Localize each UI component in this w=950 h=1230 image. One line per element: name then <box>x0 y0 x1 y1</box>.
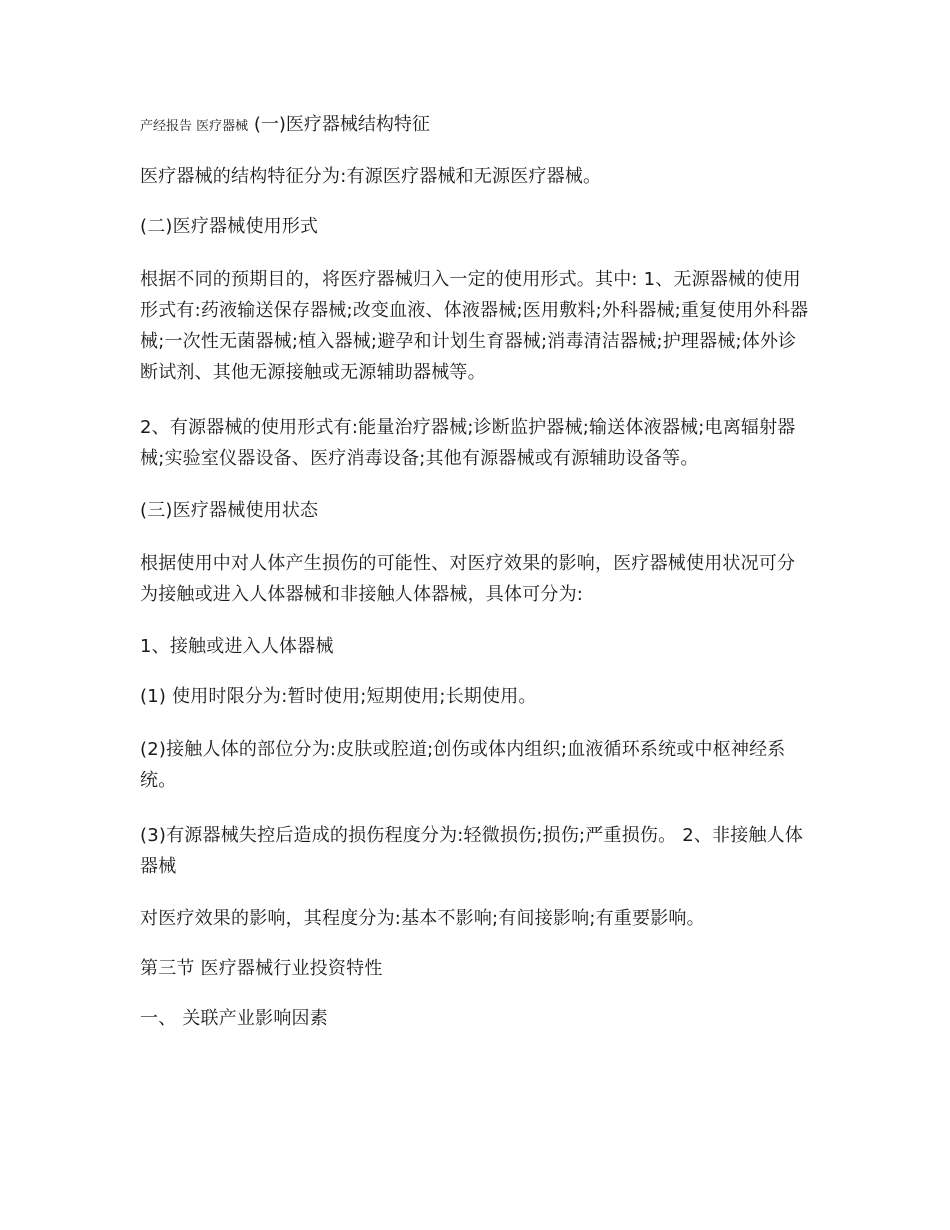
list-item-injury-degree: (3)有源器械失控后造成的损伤程度分为:轻微损伤;损伤;严重损伤。 2、非接触人体器械 <box>140 825 804 877</box>
paragraph-medical-effect: 对医疗效果的影响，其程度分为:基本不影响;有间接影响;有重要影响。 <box>140 908 705 929</box>
paragraph-usage-status: 根据使用中对人体产生损伤的可能性、对医疗效果的影响，医疗器械使用状况可分为接触或进入人体器械和非接触人体器械，具体可分为: <box>140 553 796 605</box>
section-heading-2: (二)医疗器械使用形式 <box>140 216 319 237</box>
paragraph-active-devices: 2、有源器械的使用形式有:能量治疗器械;诊断监护器械;输送体液器械;电离辐射器械;实验室仪器设备、医疗消毒设备;其他有源器械或有源辅助设备等。 <box>140 417 796 469</box>
list-item-contact-devices: 1、接触或进入人体器械 <box>140 636 334 657</box>
header-prefix: 产经报告 医疗器械 <box>140 119 249 134</box>
document-header <box>140 112 812 140</box>
paragraph-structure-types: 医疗器械的结构特征分为:有源医疗器械和无源医疗器械。 <box>140 166 602 187</box>
section-heading-3: (三)医疗器械使用状态 <box>140 500 319 521</box>
list-item-duration: (1) 使用时限分为:暂时使用;短期使用;长期使用。 <box>140 686 537 707</box>
section-heading-1: (一)医疗器械结构特征 <box>253 114 430 135</box>
paragraph-passive-devices: 根据不同的预期目的，将医疗器械归入一定的使用形式。其中: 1、无源器械的使用形式有:药液输送保存器械;改变血液、体液器械;医用敷料;外科器械;重复使用外科器械;一次性无菌器械;植入器械;避孕和计划生育器械;消毒清洁器械;护理器械;体外诊断试剂、其他无源接触或无源辅助器械等。 <box>140 269 809 383</box>
chapter-heading-section-3: 第三节 医疗器械行业投资特性 <box>140 958 383 979</box>
list-item-contact-site: (2)接触人体的部位分为:皮肤或腔道;创伤或体内组织;血液循环系统或中枢神经系统。 <box>140 739 786 791</box>
document-page <box>140 112 812 1056</box>
subsection-heading-related-industry: 一、 关联产业影响因素 <box>140 1008 328 1029</box>
